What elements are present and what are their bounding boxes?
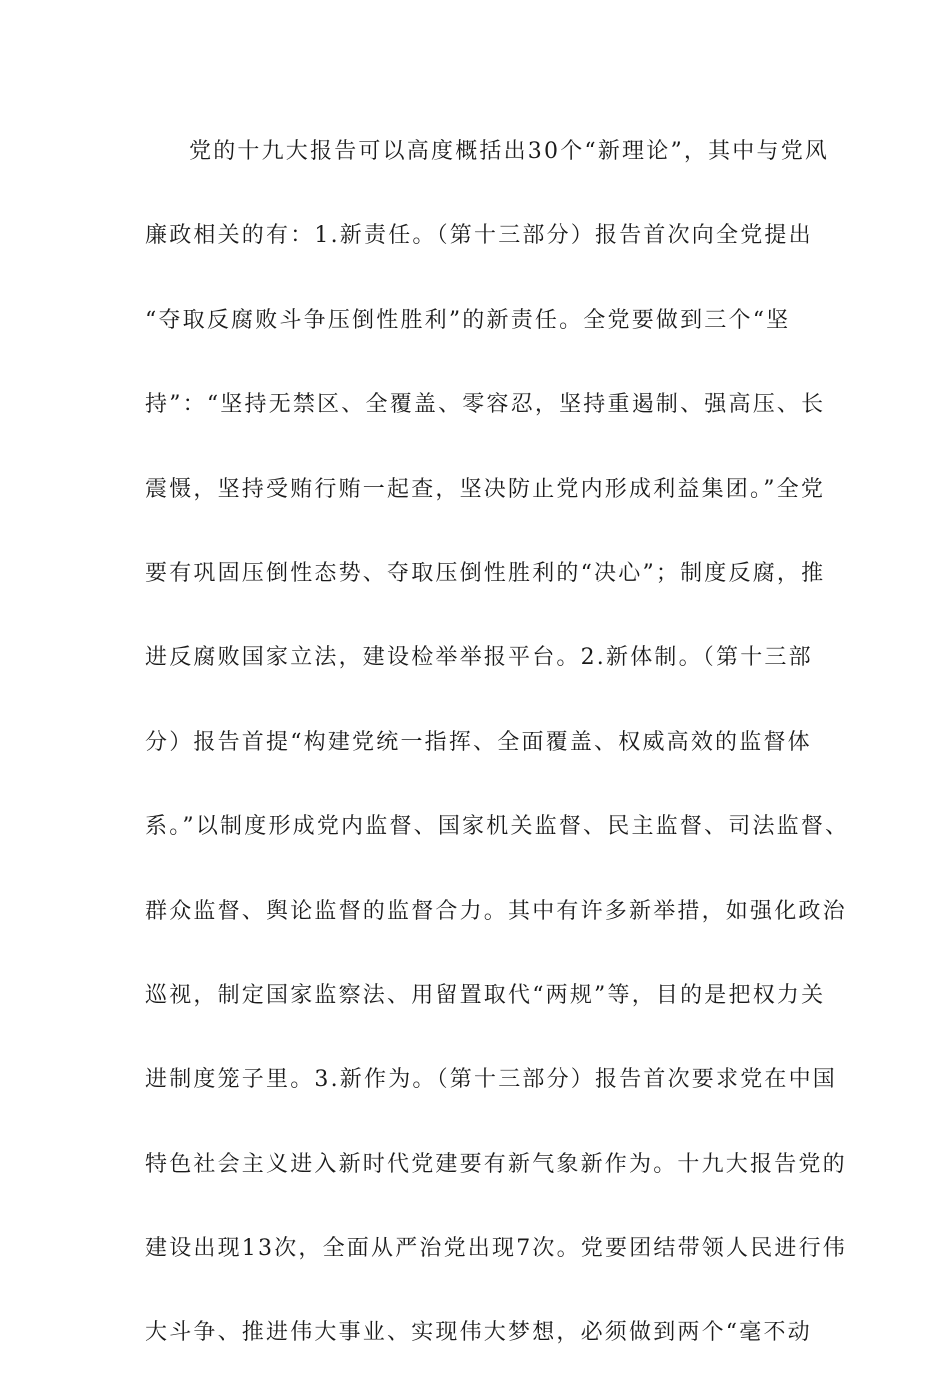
text-line: 廉政相关的有：1.新责任。（第十三部分）报告首次向全党提出: [145, 223, 813, 249]
text-line: 党的十九大报告可以高度概括出30个“新理论”，其中与党风: [189, 139, 830, 164]
text-line: 系。”以制度形成党内监督、国家机关监督、民主监督、司法监督、: [145, 814, 850, 840]
text-line: 进制度笼子里。3.新作为。（第十三部分）报告首次要求党在中国: [145, 1067, 837, 1093]
text-line: 巡视，制定国家监察法、用留置取代“两规”等，目的是把权力关: [145, 982, 826, 1008]
text-line: 分）报告首提“构建党统一指挥、全面覆盖、权威高效的监督体: [145, 729, 812, 755]
text-line: 震慑，坚持受贿行贿一起查，坚决防止党内形成利益集团。”全党: [145, 476, 826, 502]
text-line: 建设出现13次，全面从严治党出现7次。党要团结带领人民进行伟: [145, 1236, 847, 1262]
text-line: 群众监督、舆论监督的监督合力。其中有许多新举措，如强化政治: [145, 898, 847, 924]
text-line: “夺取反腐败斗争压倒性胜利”的新责任。全党要做到三个“坚: [145, 307, 791, 333]
text-line: 持”：“坚持无禁区、全覆盖、零容忍，坚持重遏制、强高压、长: [145, 392, 826, 418]
text-line: 要有巩固压倒性态势、夺取压倒性胜利的“决心”；制度反腐，推: [145, 560, 826, 586]
body-paragraph: [145, 131, 850, 1397]
text-line: 进反腐败国家立法，建设检举举报平台。2.新体制。（第十三部: [145, 645, 813, 671]
text-line: 特色社会主义进入新时代党建要有新气象新作为。十九大报告党的: [145, 1151, 847, 1177]
text-line: 大斗争、推进伟大事业、实现伟大梦想，必须做到两个“毫不动: [145, 1320, 812, 1346]
